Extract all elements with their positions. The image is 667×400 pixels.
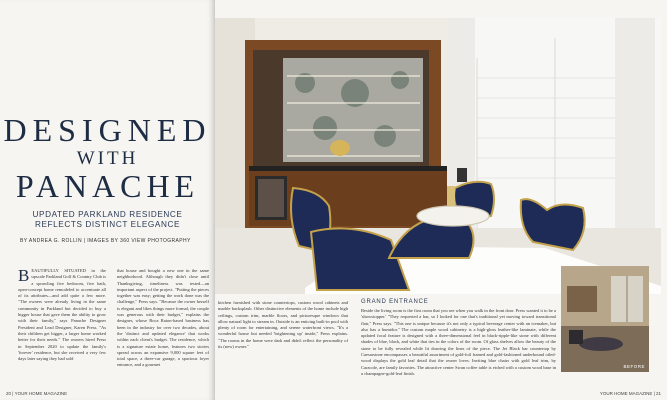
title-line-panache: PANACHE [15, 168, 200, 204]
body-text-1: EAUTIFULLY SITUATED in the upscale Parkland Golf & Country Club is a sprawling five bedroom, five bath, open-concept home remodeled to accentuate all of its attributes—and add quite a few more. "The owners were already living in the same community in Parkland but decided to buy a bigger house that gave them the ability to grow with their family," says Panache Designer President and Lead Designer, Karen Press. "As their children get bigger, a larger home worked better for their needs." The owners hired Press in September 2020 to update the family's 'forever' residence, but she received a very few days later saying they had sold [18, 268, 106, 362]
feature-photo-bar-room [215, 18, 661, 294]
title-line-designed: DESIGNED [3, 112, 212, 148]
title-line-with: WITH [76, 148, 139, 169]
body-column-1 [18, 268, 106, 362]
subtitle-line2: REFLECTS DISTINCT ELEGANCE [34, 220, 181, 229]
body-column-3: kitchen furnished with stone countertops, custom wood cabinets and marble backsplash. Other distinctive elements of the home include high ceilings, custom trim, marble floors, and picturesque windows that allow natural light to stream in. Outside is an enticing built-in pool with plenty of room for entertaining, and serene waterfront views. "It's a wonderful house but needed 'brightening up' inside," Press explains. "The rooms in the home were dark and didn't reflect the personality of its (new) owner." [218, 300, 348, 350]
left-page [0, 0, 215, 400]
body-column-4: Beside the living room is the first room that you see when you walk in the front door. Press wanted it to be a 'showstopper.' "They requested a bar, so I looked for one that's traditional yet moving toward transitional flair," Press says. "This one is unique because it's not only a typical beverage center with an icemaker, but also has a humidor." The custom maple wood cabinetry is a high-gloss leather-like laminate, while the updated focal feature is designed with a three-dimensional feel in black-ripple-like stone with different shades of blue, black, and white that ties in the colors of the room. Of glass shelves allow the beauty of the stone to be fully revealed while lit drawing the lines of the piece. The Jet Black bar countertop by Caesarstone encompasses a beautiful assortment of gold-foil framed and gold-fashioned underbound oiled-wood displays the gold leaf detail that the owner loves. Inviting blue chairs with gold leaf trim, by Caracole, are family favorites. The attractive center Swan coffee table is etched with a custom wood base in a champagne-gold-leaf finish. [361, 308, 556, 376]
footer-right: YOUR HOME MAGAZINE | 21 [599, 391, 661, 396]
section-heading: GRAND ENTRANCE [361, 299, 429, 305]
subtitle-line1: UPDATED PARKLAND RESIDENCE [32, 210, 183, 219]
byline: BY ANDREA G. ROLLIN | IMAGES BY 360 VIEW PHOTOGRAPHY [20, 238, 191, 244]
before-label: BEFORE [623, 364, 645, 369]
before-photo [561, 266, 649, 372]
footer-left: 20 | YOUR HOME MAGAZINE [6, 391, 68, 396]
right-page [215, 0, 667, 400]
body-column-2: that house and bought a new one in the same neighborhood. Although they didn't close until Thanksgiving, timeliness was tested—an important aspect of the project. "Putting the pieces together was easy; getting the work done was the challenge," Press says. "Because the owner herself is elegant and likes things more formal, the couple was generous with their budget," explains the designer, whose Boca Raton-based business has been in the industry for over two decades, about the 'distinct and updated elegance' that works within each client's budget. The residence, which is a signature estate home, features two stories spread across an expansive 9,000 square feet of total space, a three-car garage, a spacious foyer entrance, and a gourmet [117, 268, 209, 368]
drop-cap: B [18, 266, 30, 285]
